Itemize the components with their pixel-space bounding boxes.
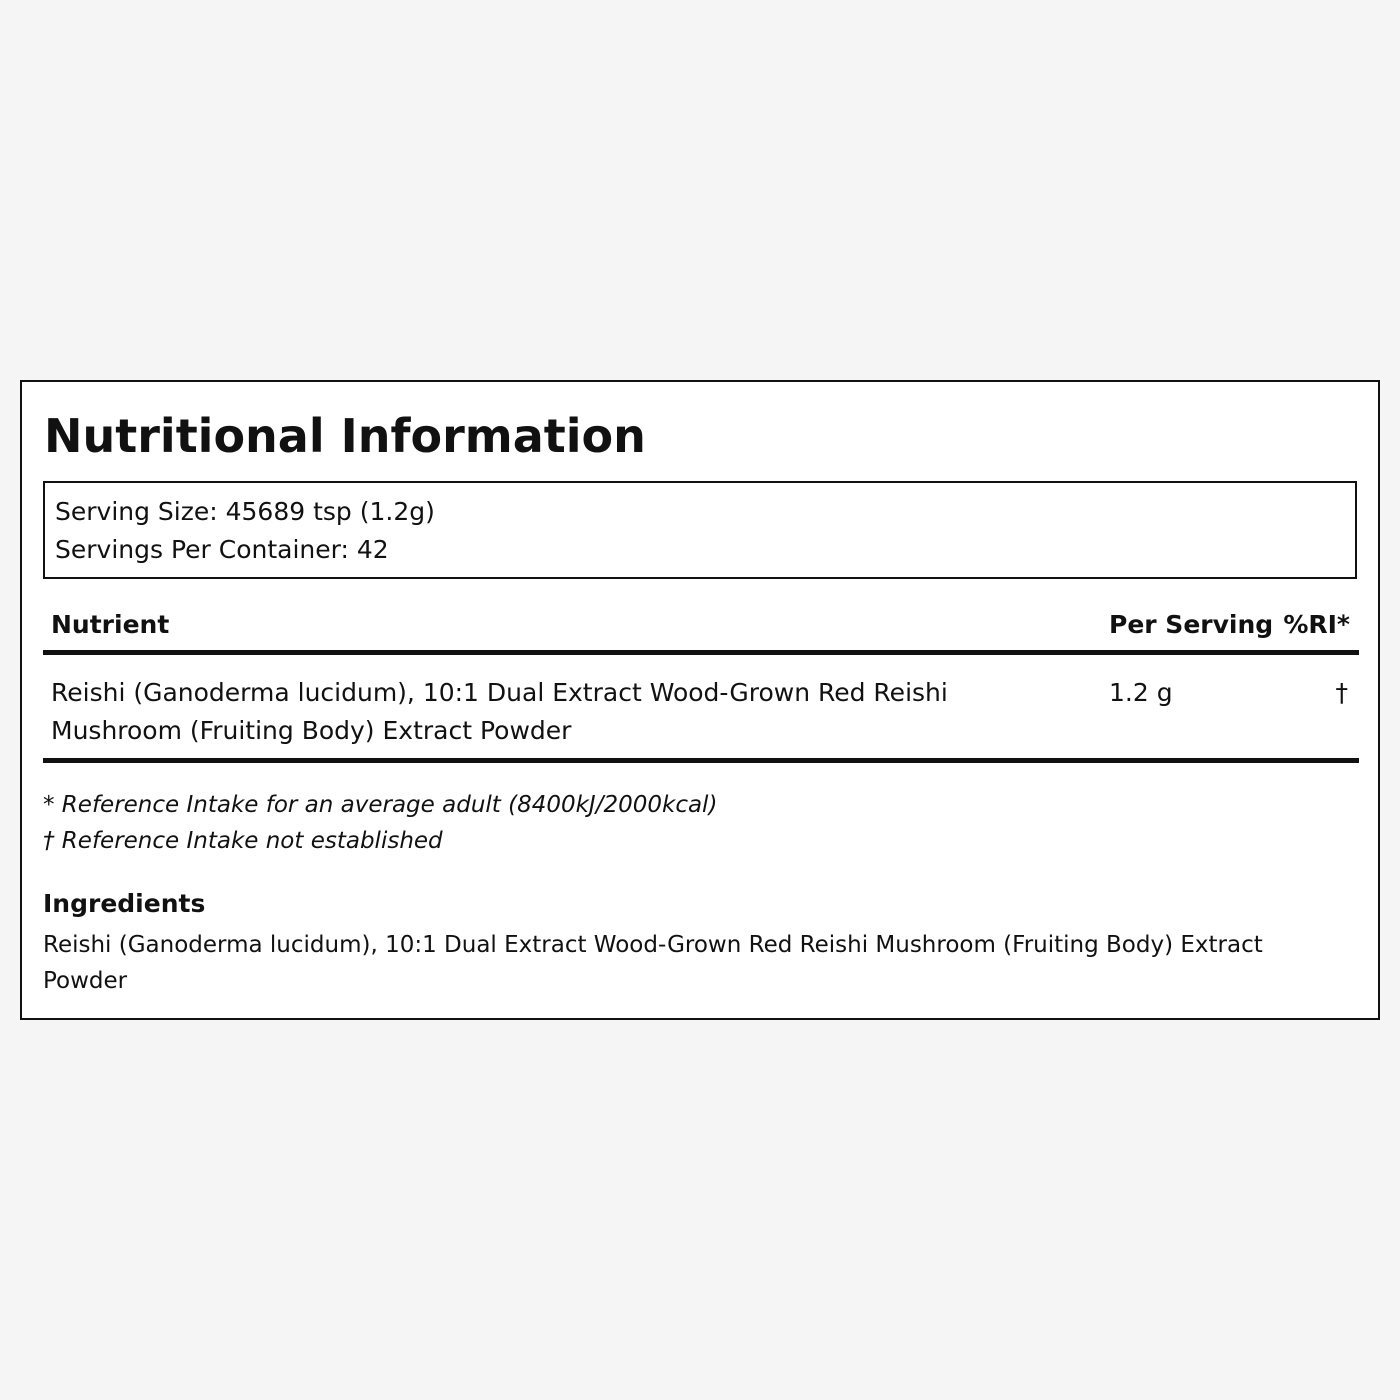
servings-per-container: Servings Per Container: 42: [55, 535, 389, 564]
footnote-reference-intake: * Reference Intake for an average adult (8400kJ/2000kcal): [43, 792, 718, 818]
serving-info-box: [43, 481, 1357, 579]
ingredients-heading: Ingredients: [43, 889, 206, 918]
ingredients-text: Reishi (Ganoderma lucidum), 10:1 Dual Extract Wood-Grown Red Reishi Mushroom (Fruiting Body) Extract Powder: [43, 932, 1263, 994]
row-per-serving: 1.2 g: [1109, 678, 1173, 707]
nutrition-label: [20, 380, 1380, 1020]
column-header-nutrient: Nutrient: [51, 610, 170, 639]
label-title: Nutritional Information: [44, 409, 646, 463]
row-nutrient-name: Reishi (Ganoderma lucidum), 10:1 Dual Extract Wood-Grown Red Reishi Mushroom (Fruiting Body) Extract Powder: [51, 678, 948, 745]
column-header-ri: %RI*: [1283, 610, 1350, 639]
header-divider: [43, 650, 1359, 655]
row-ri: †: [1335, 678, 1348, 707]
table-bottom-divider: [43, 758, 1359, 763]
serving-size: Serving Size: 45689 tsp (1.2g): [55, 497, 435, 526]
column-header-per-serving: Per Serving: [1109, 610, 1274, 639]
footnote-not-established: † Reference Intake not established: [43, 828, 443, 854]
